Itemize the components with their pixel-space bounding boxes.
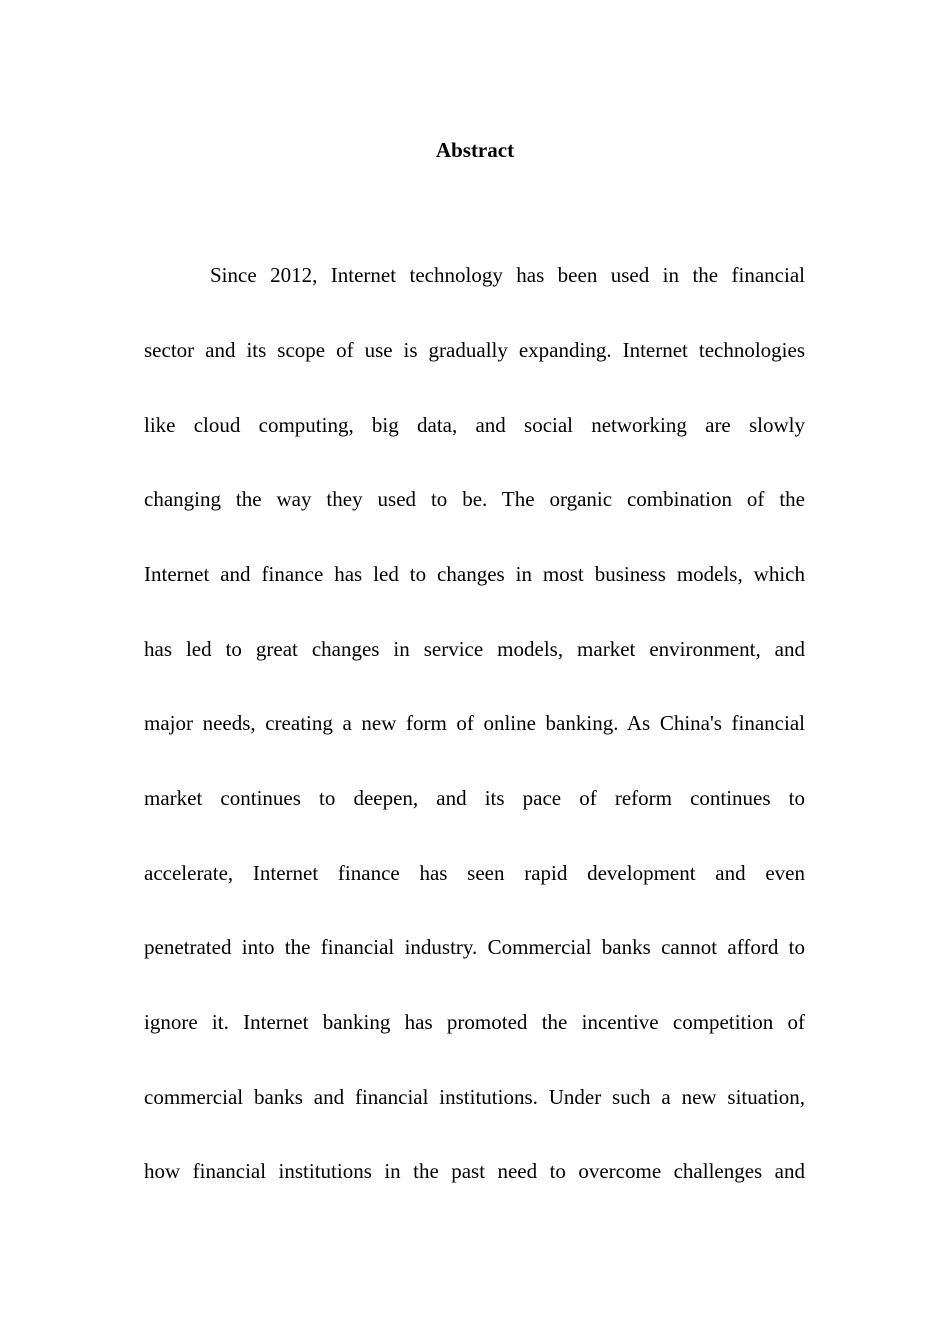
paragraph-line: accelerate, Internet finance has seen rapid development and even bbox=[144, 861, 805, 885]
paragraph-line: how financial institutions in the past need to overcome challenges and bbox=[144, 1159, 805, 1183]
paragraph-line: sector and its scope of use is gradually expanding. Internet technologies bbox=[144, 338, 805, 362]
paragraph-line: Since 2012, Internet technology has been used in the financial bbox=[210, 263, 805, 287]
paragraph-line: penetrated into the financial industry. Commercial banks cannot afford to bbox=[144, 935, 805, 959]
paragraph-line: Internet and finance has led to changes in most business models, which bbox=[144, 562, 805, 586]
paragraph-line: like cloud computing, big data, and social networking are slowly bbox=[144, 413, 805, 437]
paragraph-line: commercial banks and financial institutions. Under such a new situation, bbox=[144, 1085, 805, 1109]
paragraph-line: major needs, creating a new form of online banking. As China's financial bbox=[144, 711, 805, 735]
paragraph-line: ignore it. Internet banking has promoted the incentive competition of bbox=[144, 1010, 805, 1034]
paragraph-line: changing the way they used to be. The organic combination of the bbox=[144, 487, 805, 511]
paragraph-line: has led to great changes in service models, market environment, and bbox=[144, 637, 805, 661]
paragraph-line: market continues to deepen, and its pace of reform continues to bbox=[144, 786, 805, 810]
abstract-heading: Abstract bbox=[435, 138, 515, 162]
